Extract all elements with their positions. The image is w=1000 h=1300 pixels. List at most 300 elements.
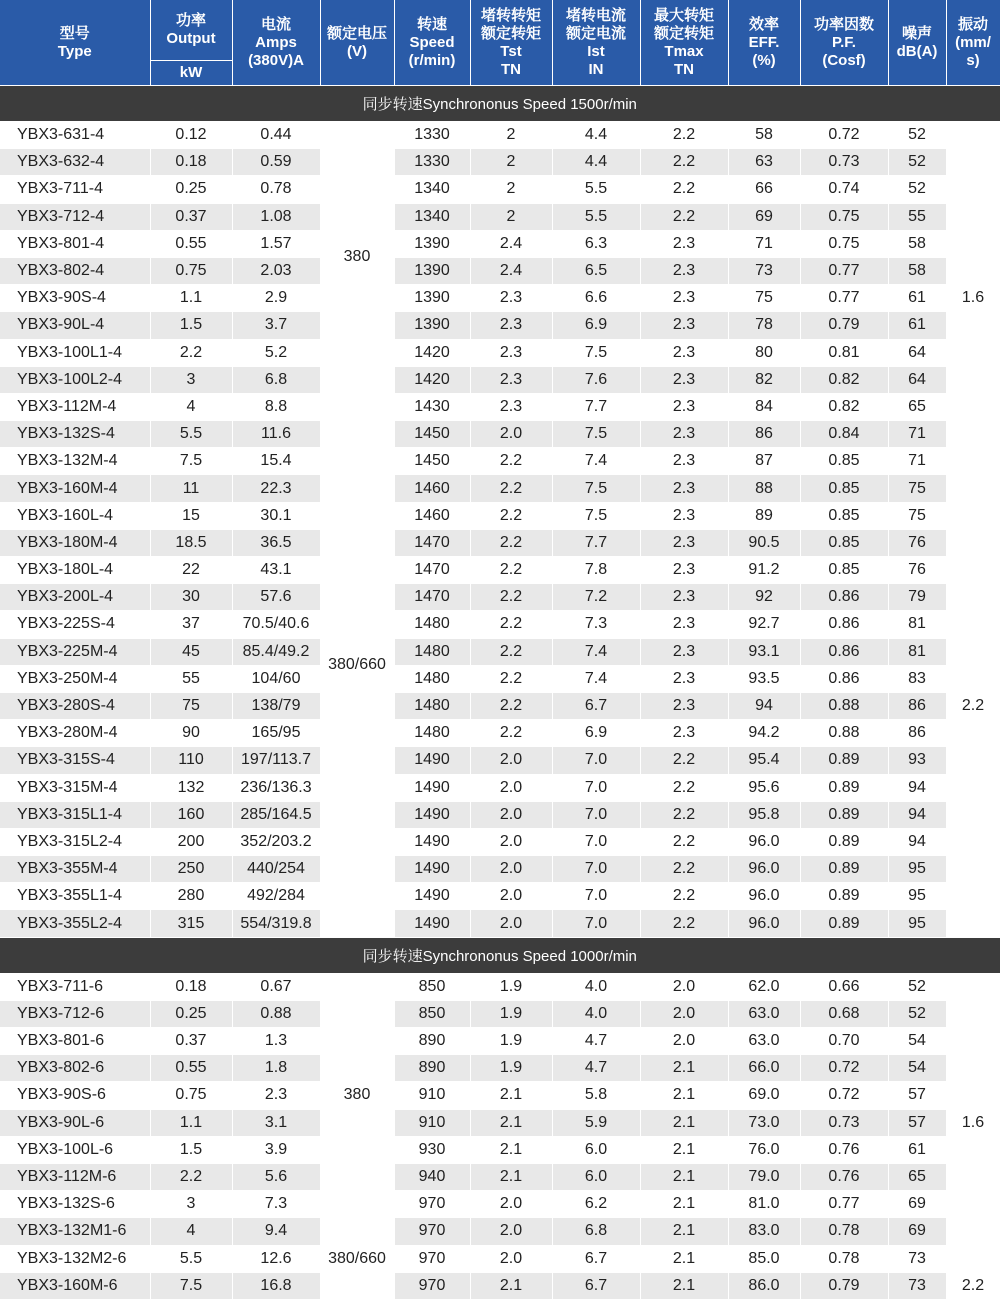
cell-eff: 69 (728, 203, 800, 230)
table-row (0, 502, 1000, 529)
cell-type: YBX3-225M-4 (0, 638, 150, 665)
cell-tmax: 2.1 (640, 1055, 728, 1082)
cell-ist: 5.9 (552, 1109, 640, 1136)
cell-eff: 96.0 (728, 856, 800, 883)
cell-tst: 2.1 (470, 1109, 552, 1136)
section-header-row (0, 937, 1000, 973)
cell-tmax: 2.3 (640, 502, 728, 529)
cell-eff: 92 (728, 584, 800, 611)
cell-noise: 86 (888, 720, 946, 747)
cell-tmax: 2.1 (640, 1218, 728, 1245)
cell-noise: 94 (888, 774, 946, 801)
cell-type: YBX3-90S-6 (0, 1082, 150, 1109)
cell-amps: 12.6 (232, 1245, 320, 1272)
cell-ist: 5.5 (552, 203, 640, 230)
cell-noise: 69 (888, 1191, 946, 1218)
cell-amps: 0.44 (232, 122, 320, 149)
cell-pf: 0.73 (800, 1109, 888, 1136)
cell-type: YBX3-100L-6 (0, 1136, 150, 1163)
cell-tmax: 2.2 (640, 774, 728, 801)
cell-pf: 0.73 (800, 149, 888, 176)
cell-pf: 0.82 (800, 393, 888, 420)
cell-eff: 95.8 (728, 801, 800, 828)
cell-type: YBX3-112M-4 (0, 393, 150, 420)
cell-type: YBX3-132M2-6 (0, 1245, 150, 1272)
cell-type: YBX3-180L-4 (0, 557, 150, 584)
section-title-en: Synchrononus Speed 1500r/min (422, 96, 637, 113)
cell-tst: 1.9 (470, 1055, 552, 1082)
cell-ist: 4.7 (552, 1055, 640, 1082)
cell-tmax: 2.3 (640, 638, 728, 665)
cell-ist: 4.7 (552, 1028, 640, 1055)
cell-eff: 92.7 (728, 611, 800, 638)
cell-pf: 0.89 (800, 910, 888, 937)
cell-output: 0.55 (150, 230, 232, 257)
cell-noise: 54 (888, 1055, 946, 1082)
cell-noise: 52 (888, 122, 946, 149)
cell-eff: 94.2 (728, 720, 800, 747)
cell-output: 0.55 (150, 1055, 232, 1082)
cell-eff: 75 (728, 285, 800, 312)
cell-eff: 63.0 (728, 1000, 800, 1027)
cell-speed: 1470 (394, 529, 470, 556)
cell-tmax: 2.3 (640, 312, 728, 339)
cell-tst: 2.3 (470, 393, 552, 420)
cell-noise: 61 (888, 1136, 946, 1163)
cell-amps: 3.1 (232, 1109, 320, 1136)
cell-type: YBX3-280M-4 (0, 720, 150, 747)
cell-amps: 0.78 (232, 176, 320, 203)
cell-amps: 5.2 (232, 339, 320, 366)
cell-tst: 2.3 (470, 312, 552, 339)
cell-pf: 0.75 (800, 203, 888, 230)
cell-type: YBX3-100L2-4 (0, 366, 150, 393)
cell-output: 0.18 (150, 973, 232, 1000)
cell-amps: 5.6 (232, 1163, 320, 1190)
table-row (0, 448, 1000, 475)
table-row (0, 1109, 1000, 1136)
cell-tst: 2.0 (470, 883, 552, 910)
cell-speed: 1430 (394, 393, 470, 420)
cell-speed: 970 (394, 1191, 470, 1218)
cell-type: YBX3-315S-4 (0, 747, 150, 774)
cell-amps: 236/136.3 (232, 774, 320, 801)
cell-tmax: 2.2 (640, 149, 728, 176)
cell-output: 22 (150, 557, 232, 584)
cell-speed: 970 (394, 1245, 470, 1272)
cell-tst: 2.0 (470, 774, 552, 801)
cell-amps: 22.3 (232, 475, 320, 502)
header-eff: 效率 EFF. (%) (728, 0, 800, 86)
cell-noise: 61 (888, 312, 946, 339)
table-row (0, 285, 1000, 312)
cell-noise: 95 (888, 883, 946, 910)
cell-amps: 1.57 (232, 230, 320, 257)
cell-pf: 0.88 (800, 720, 888, 747)
cell-type: YBX3-132M-4 (0, 448, 150, 475)
cell-tmax: 2.2 (640, 910, 728, 937)
cell-speed: 850 (394, 1000, 470, 1027)
cell-tmax: 2.1 (640, 1245, 728, 1272)
cell-tst: 2.0 (470, 1191, 552, 1218)
cell-tst: 2.2 (470, 557, 552, 584)
cell-eff: 71 (728, 230, 800, 257)
header-amps: 电流 Amps (380V)A (232, 0, 320, 86)
cell-tmax: 2.2 (640, 747, 728, 774)
cell-speed: 1390 (394, 312, 470, 339)
section-title (0, 937, 1000, 973)
cell-output: 1.1 (150, 285, 232, 312)
cell-output: 4 (150, 1218, 232, 1245)
cell-tmax: 2.2 (640, 883, 728, 910)
cell-ist: 5.5 (552, 176, 640, 203)
cell-eff: 73.0 (728, 1109, 800, 1136)
cell-tst: 2.3 (470, 366, 552, 393)
table-row (0, 801, 1000, 828)
cell-output: 280 (150, 883, 232, 910)
cell-tmax: 2.3 (640, 285, 728, 312)
cell-eff: 78 (728, 312, 800, 339)
cell-tst: 2.0 (470, 1218, 552, 1245)
cell-output: 315 (150, 910, 232, 937)
cell-pf: 0.79 (800, 1272, 888, 1299)
cell-ist: 4.4 (552, 149, 640, 176)
cell-type: YBX3-355L2-4 (0, 910, 150, 937)
cell-noise: 57 (888, 1109, 946, 1136)
cell-speed: 1330 (394, 122, 470, 149)
cell-noise: 58 (888, 230, 946, 257)
cell-amps: 85.4/49.2 (232, 638, 320, 665)
cell-tst: 1.9 (470, 1028, 552, 1055)
cell-type: YBX3-132S-6 (0, 1191, 150, 1218)
cell-type: YBX3-355L1-4 (0, 883, 150, 910)
cell-type: YBX3-132M1-6 (0, 1218, 150, 1245)
cell-pf: 0.77 (800, 1191, 888, 1218)
table-row (0, 1245, 1000, 1272)
cell-noise: 52 (888, 176, 946, 203)
header-tst: 堵转转矩 额定转矩 Tst TN (470, 0, 552, 86)
cell-output: 0.75 (150, 257, 232, 284)
table-row (0, 1163, 1000, 1190)
cell-output: 3 (150, 366, 232, 393)
cell-eff: 89 (728, 502, 800, 529)
cell-noise: 75 (888, 475, 946, 502)
cell-tst: 2.4 (470, 230, 552, 257)
cell-eff: 88 (728, 475, 800, 502)
header-noise: 噪声 dB(A) (888, 0, 946, 86)
cell-noise: 55 (888, 203, 946, 230)
cell-ist: 6.0 (552, 1136, 640, 1163)
cell-speed: 850 (394, 973, 470, 1000)
table-row (0, 611, 1000, 638)
cell-pf: 0.85 (800, 557, 888, 584)
table-row (0, 828, 1000, 855)
cell-tst: 2.0 (470, 828, 552, 855)
cell-speed: 1470 (394, 584, 470, 611)
cell-noise: 64 (888, 339, 946, 366)
cell-tmax: 2.3 (640, 720, 728, 747)
cell-tmax: 2.3 (640, 421, 728, 448)
cell-pf: 0.86 (800, 584, 888, 611)
table-row (0, 1272, 1000, 1299)
cell-output: 160 (150, 801, 232, 828)
cell-tst: 2.2 (470, 584, 552, 611)
cell-tst: 2.1 (470, 1163, 552, 1190)
cell-output: 3 (150, 1191, 232, 1218)
header-pf: 功率因数 P.F. (Cosf) (800, 0, 888, 86)
cell-output: 55 (150, 665, 232, 692)
cell-speed: 1490 (394, 747, 470, 774)
cell-ist: 7.0 (552, 856, 640, 883)
cell-ist: 7.0 (552, 910, 640, 937)
cell-ist: 7.6 (552, 366, 640, 393)
cell-eff: 87 (728, 448, 800, 475)
cell-type: YBX3-100L1-4 (0, 339, 150, 366)
cell-tst: 2 (470, 149, 552, 176)
table-row (0, 312, 1000, 339)
cell-tmax: 2.1 (640, 1136, 728, 1163)
cell-type: YBX3-355M-4 (0, 856, 150, 883)
cell-speed: 1490 (394, 910, 470, 937)
cell-amps: 3.9 (232, 1136, 320, 1163)
header-output-unit: kW (150, 61, 232, 86)
table-row (0, 1218, 1000, 1245)
cell-voltage: 380/660 (320, 393, 394, 937)
cell-vibration: 1.6 (946, 122, 1000, 475)
cell-output: 5.5 (150, 421, 232, 448)
table-row (0, 149, 1000, 176)
cell-eff: 84 (728, 393, 800, 420)
cell-speed: 1490 (394, 801, 470, 828)
cell-speed: 1470 (394, 557, 470, 584)
cell-output: 18.5 (150, 529, 232, 556)
cell-tmax: 2.3 (640, 339, 728, 366)
cell-tst: 2.4 (470, 257, 552, 284)
cell-pf: 0.78 (800, 1218, 888, 1245)
cell-speed: 1460 (394, 502, 470, 529)
cell-speed: 1330 (394, 149, 470, 176)
cell-ist: 6.0 (552, 1163, 640, 1190)
cell-eff: 62.0 (728, 973, 800, 1000)
table-row (0, 774, 1000, 801)
cell-eff: 96.0 (728, 910, 800, 937)
cell-noise: 71 (888, 421, 946, 448)
header-tmax: 最大转矩 额定转矩 Tmax TN (640, 0, 728, 86)
cell-amps: 2.03 (232, 257, 320, 284)
cell-ist: 7.5 (552, 421, 640, 448)
cell-noise: 94 (888, 801, 946, 828)
header-ist: 堵转电流 额定电流 Ist IN (552, 0, 640, 86)
table-row (0, 203, 1000, 230)
cell-noise: 94 (888, 828, 946, 855)
cell-type: YBX3-801-4 (0, 230, 150, 257)
cell-tst: 1.9 (470, 1000, 552, 1027)
cell-pf: 0.77 (800, 285, 888, 312)
cell-amps: 57.6 (232, 584, 320, 611)
cell-eff: 95.6 (728, 774, 800, 801)
cell-type: YBX3-711-6 (0, 973, 150, 1000)
cell-eff: 82 (728, 366, 800, 393)
cell-tst: 2.2 (470, 638, 552, 665)
cell-output: 0.37 (150, 203, 232, 230)
cell-eff: 95.4 (728, 747, 800, 774)
cell-eff: 66 (728, 176, 800, 203)
cell-tmax: 2.3 (640, 230, 728, 257)
cell-type: YBX3-250M-4 (0, 665, 150, 692)
cell-tmax: 2.3 (640, 665, 728, 692)
cell-eff: 79.0 (728, 1163, 800, 1190)
cell-eff: 81.0 (728, 1191, 800, 1218)
cell-noise: 61 (888, 285, 946, 312)
cell-amps: 9.4 (232, 1218, 320, 1245)
cell-type: YBX3-632-4 (0, 149, 150, 176)
table-row (0, 122, 1000, 149)
cell-type: YBX3-132S-4 (0, 421, 150, 448)
section-title-zh: 同步转速 (362, 947, 423, 965)
cell-output: 5.5 (150, 1245, 232, 1272)
cell-eff: 69.0 (728, 1082, 800, 1109)
cell-output: 0.25 (150, 176, 232, 203)
cell-type: YBX3-315L1-4 (0, 801, 150, 828)
table-row (0, 475, 1000, 502)
cell-speed: 1480 (394, 720, 470, 747)
cell-noise: 52 (888, 1000, 946, 1027)
cell-output: 0.37 (150, 1028, 232, 1055)
header-voltage: 额定电压 (V) (320, 0, 394, 86)
cell-tmax: 2.3 (640, 257, 728, 284)
cell-output: 110 (150, 747, 232, 774)
cell-type: YBX3-90L-6 (0, 1109, 150, 1136)
cell-amps: 8.8 (232, 393, 320, 420)
cell-ist: 7.4 (552, 665, 640, 692)
cell-ist: 7.4 (552, 448, 640, 475)
table-row (0, 176, 1000, 203)
cell-amps: 138/79 (232, 692, 320, 719)
table-body (0, 86, 1000, 1300)
cell-noise: 54 (888, 1028, 946, 1055)
cell-amps: 15.4 (232, 448, 320, 475)
cell-output: 2.2 (150, 339, 232, 366)
cell-tmax: 2.3 (640, 475, 728, 502)
cell-ist: 6.3 (552, 230, 640, 257)
table-row (0, 973, 1000, 1000)
cell-pf: 0.86 (800, 665, 888, 692)
cell-type: YBX3-200L-4 (0, 584, 150, 611)
cell-output: 37 (150, 611, 232, 638)
cell-pf: 0.89 (800, 801, 888, 828)
cell-amps: 554/319.8 (232, 910, 320, 937)
cell-pf: 0.84 (800, 421, 888, 448)
cell-noise: 65 (888, 1163, 946, 1190)
cell-speed: 1450 (394, 448, 470, 475)
cell-ist: 7.7 (552, 393, 640, 420)
cell-amps: 16.8 (232, 1272, 320, 1299)
table-row (0, 1028, 1000, 1055)
table-row (0, 366, 1000, 393)
cell-tst: 2.0 (470, 856, 552, 883)
cell-ist: 7.0 (552, 774, 640, 801)
cell-pf: 0.76 (800, 1163, 888, 1190)
cell-tmax: 2.3 (640, 584, 728, 611)
cell-amps: 0.88 (232, 1000, 320, 1027)
cell-amps: 11.6 (232, 421, 320, 448)
table-header (0, 0, 1000, 86)
cell-tst: 2.1 (470, 1272, 552, 1299)
cell-type: YBX3-90L-4 (0, 312, 150, 339)
table-row (0, 393, 1000, 420)
cell-noise: 64 (888, 366, 946, 393)
table-row (0, 257, 1000, 284)
cell-pf: 0.89 (800, 828, 888, 855)
section-header-row (0, 86, 1000, 122)
cell-vibration: 2.2 (946, 475, 1000, 937)
cell-type: YBX3-801-6 (0, 1028, 150, 1055)
cell-tst: 2 (470, 176, 552, 203)
cell-pf: 0.70 (800, 1028, 888, 1055)
cell-amps: 0.67 (232, 973, 320, 1000)
cell-pf: 0.86 (800, 611, 888, 638)
cell-speed: 940 (394, 1163, 470, 1190)
cell-noise: 65 (888, 393, 946, 420)
cell-tmax: 2.3 (640, 557, 728, 584)
cell-noise: 86 (888, 692, 946, 719)
cell-speed: 970 (394, 1218, 470, 1245)
table-row (0, 230, 1000, 257)
cell-ist: 7.0 (552, 828, 640, 855)
cell-amps: 440/254 (232, 856, 320, 883)
cell-ist: 7.5 (552, 339, 640, 366)
cell-speed: 970 (394, 1272, 470, 1299)
cell-eff: 86.0 (728, 1272, 800, 1299)
cell-eff: 83.0 (728, 1218, 800, 1245)
section-title-en: Synchrononus Speed 1000r/min (422, 947, 637, 965)
section-title-zh: 同步转速 (362, 96, 423, 113)
cell-amps: 43.1 (232, 557, 320, 584)
cell-pf: 0.78 (800, 1245, 888, 1272)
cell-amps: 285/164.5 (232, 801, 320, 828)
table-row (0, 557, 1000, 584)
cell-amps: 1.08 (232, 203, 320, 230)
cell-tst: 2.3 (470, 339, 552, 366)
cell-eff: 91.2 (728, 557, 800, 584)
table-row (0, 720, 1000, 747)
cell-output: 1.5 (150, 1136, 232, 1163)
cell-eff: 96.0 (728, 828, 800, 855)
cell-output: 0.12 (150, 122, 232, 149)
cell-tmax: 2.1 (640, 1191, 728, 1218)
table-row (0, 339, 1000, 366)
cell-amps: 0.59 (232, 149, 320, 176)
cell-output: 200 (150, 828, 232, 855)
cell-eff: 58 (728, 122, 800, 149)
cell-speed: 1420 (394, 339, 470, 366)
cell-type: YBX3-180M-4 (0, 529, 150, 556)
cell-tmax: 2.0 (640, 1000, 728, 1027)
cell-output: 0.18 (150, 149, 232, 176)
cell-eff: 96.0 (728, 883, 800, 910)
cell-tmax: 2.1 (640, 1272, 728, 1299)
cell-tmax: 2.0 (640, 1028, 728, 1055)
cell-pf: 0.81 (800, 339, 888, 366)
cell-ist: 7.5 (552, 502, 640, 529)
cell-ist: 7.7 (552, 529, 640, 556)
cell-type: YBX3-160L-4 (0, 502, 150, 529)
cell-tst: 1.9 (470, 973, 552, 1000)
cell-amps: 2.3 (232, 1082, 320, 1109)
cell-amps: 1.8 (232, 1055, 320, 1082)
cell-amps: 104/60 (232, 665, 320, 692)
cell-amps: 36.5 (232, 529, 320, 556)
